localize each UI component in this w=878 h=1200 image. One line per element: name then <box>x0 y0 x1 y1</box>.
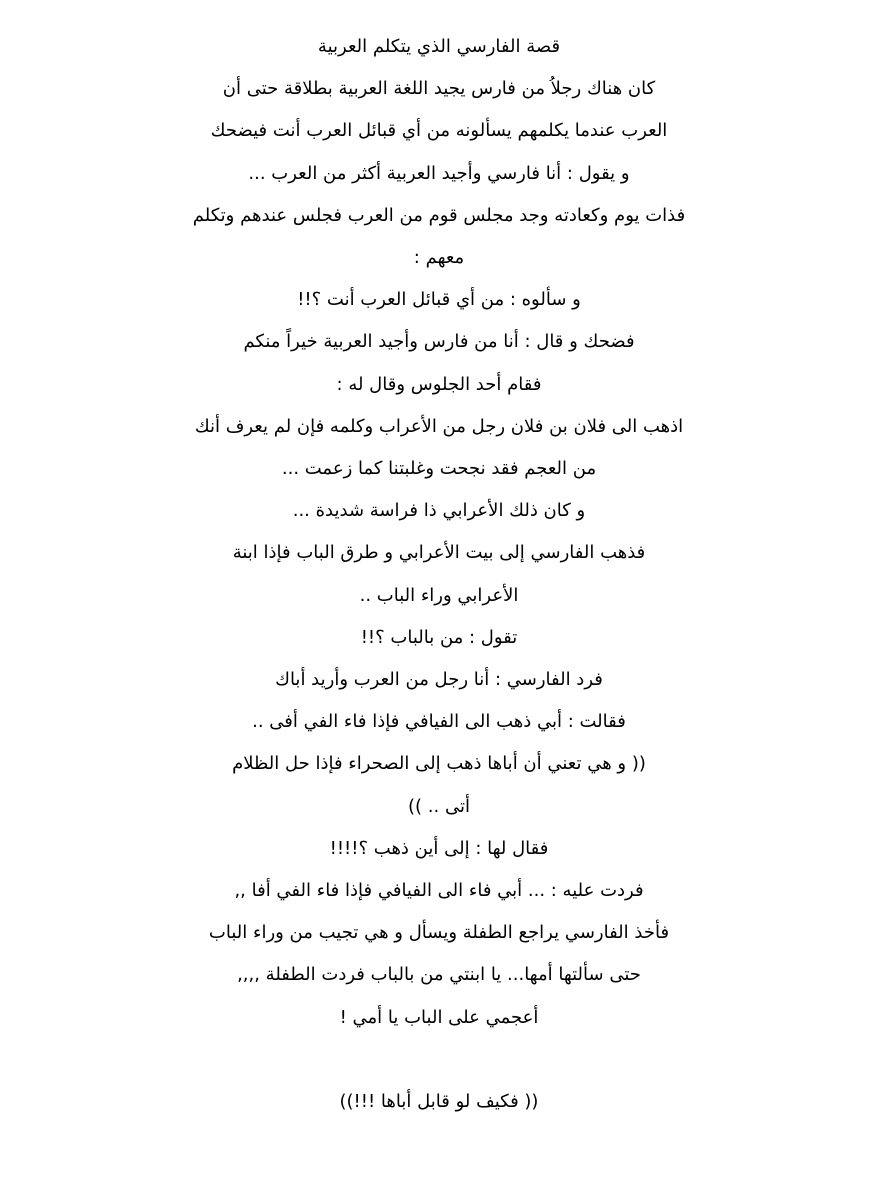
story-line: فقام أحد الجلوس وقال له : <box>336 373 542 395</box>
story-line: فضحك و قال : أنا من فارس وأجيد العربية خيراً منكم <box>243 331 635 353</box>
blank-line <box>0 1039 878 1081</box>
story-title: قصة الفارسي الذي يتكلم العربية <box>317 36 561 57</box>
story-line: تقول : من بالباب ؟!! <box>360 626 518 648</box>
story-line: فذات يوم وكعادته وجد مجلس قوم من العرب فجلس عندهم وتكلم <box>192 204 686 226</box>
story-line: فأخذ الفارسي يراجع الطفلة ويسأل و هي تجيب من وراء الباب <box>208 922 670 944</box>
story-line: اذهب الى فلان بن فلان رجل من الأعراب وكلمه فإن لم يعرف أنك <box>194 415 684 437</box>
story-line: من العجم فقد نجحت وغلبتنا كما زعمت ... <box>281 458 597 480</box>
story-line: فذهب الفارسي إلى بيت الأعرابي و طرق الباب فإذا ابنة <box>232 542 646 564</box>
story-line: و يقول : أنا فارسي وأجيد العربية أكثر من العرب ... <box>248 162 630 184</box>
story-line: الأعرابي وراء الباب .. <box>359 584 519 606</box>
story-line: العرب عندما يكلمهم يسألونه من أي قبائل العرب أنت فيضحك <box>210 120 668 142</box>
story-line: (( و هي تعني أن أباها ذهب إلى الصحراء فإذا حل الظلام <box>232 753 646 775</box>
story-closing: (( فكيف لو قابل أباها !!!)) <box>339 1091 539 1113</box>
story-line: فقال لها : إلى أين ذهب ؟!!!! <box>329 837 549 859</box>
story-line: فقالت : أبي ذهب الى الفيافي فإذا فاء الفي أفى .. <box>252 711 626 733</box>
story-line: و كان ذلك الأعرابي ذا فراسة شديدة ... <box>292 500 586 522</box>
story-line: و سألوه : من أي قبائل العرب أنت ؟!! <box>297 289 581 311</box>
story-line: أتى .. )) <box>408 795 470 817</box>
story-line: فردت عليه : ... أبي فاء الى الفيافي فإذا فاء الفي أفا ,, <box>234 880 644 902</box>
story-line: أعجمي على الباب يا أمي ! <box>339 1006 539 1028</box>
story-line: فرد الفارسي : أنا رجل من العرب وأريد أباك <box>275 669 603 691</box>
story-line: حتى سألتها أمها... يا ابنتي من بالباب فردت الطفلة ,,,, <box>237 964 641 986</box>
story-line: كان هناك رجلاُ من فارس يجيد اللغة العربية بطلاقة حتى أن <box>222 78 656 100</box>
story-line: معهم : <box>413 247 465 269</box>
